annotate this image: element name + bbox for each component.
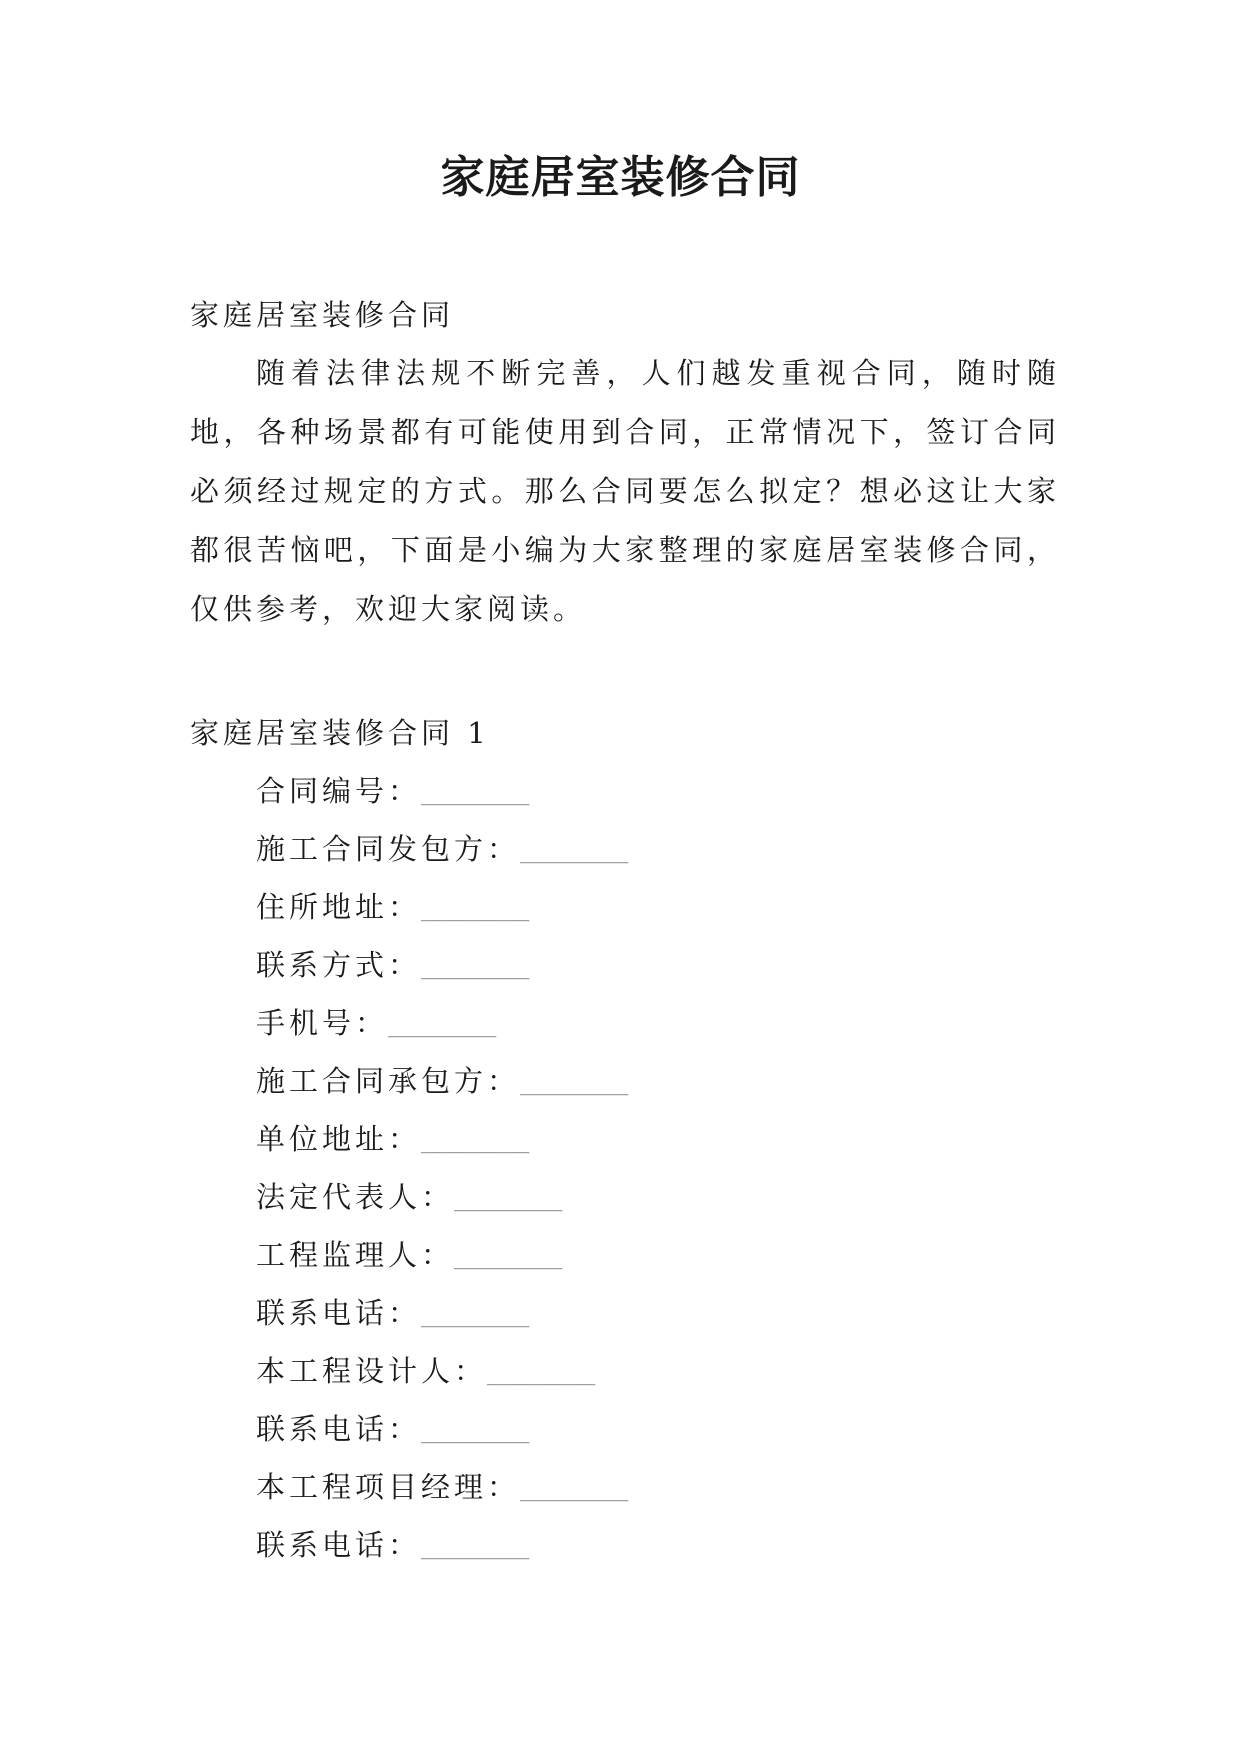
- field-label: 联系电话：: [256, 1412, 422, 1446]
- field-row-residence-address: [256, 878, 1056, 936]
- field-blank: __________: [454, 1249, 563, 1270]
- field-blank: __________: [520, 843, 629, 864]
- field-label: 施工合同承包方：: [256, 1064, 521, 1098]
- field-row-employer: [256, 820, 1056, 878]
- field-blank: __________: [388, 1017, 497, 1038]
- contract-field-list: [256, 762, 1056, 1574]
- field-label: 工程监理人：: [256, 1238, 455, 1272]
- field-blank: __________: [421, 1423, 530, 1444]
- field-blank: __________: [454, 1191, 563, 1212]
- field-blank: __________: [520, 1481, 629, 1502]
- field-blank: __________: [421, 785, 530, 806]
- field-label: 单位地址：: [256, 1122, 422, 1156]
- field-blank: __________: [421, 959, 530, 980]
- field-blank: __________: [421, 1307, 530, 1328]
- field-blank: __________: [421, 1539, 530, 1560]
- field-blank: __________: [421, 1133, 530, 1154]
- field-label: 联系电话：: [256, 1296, 422, 1330]
- field-row-designer-phone: [256, 1400, 1056, 1458]
- field-label: 联系电话：: [256, 1528, 422, 1562]
- field-row-designer: [256, 1342, 1056, 1400]
- field-row-company-address: [256, 1110, 1056, 1168]
- section-title: 家庭居室装修合同 1: [190, 716, 490, 750]
- field-row-mobile: [256, 994, 1056, 1052]
- field-blank: __________: [520, 1075, 629, 1096]
- field-label: 施工合同发包方：: [256, 832, 521, 866]
- field-row-project-manager-phone: [256, 1516, 1056, 1574]
- field-label: 合同编号：: [256, 774, 422, 808]
- field-label: 住所地址：: [256, 890, 422, 924]
- field-row-legal-representative: [256, 1168, 1056, 1226]
- field-label: 手机号：: [256, 1006, 389, 1040]
- field-label: 本工程设计人：: [256, 1354, 488, 1388]
- field-label: 联系方式：: [256, 948, 422, 982]
- field-row-contract-number: [256, 762, 1056, 820]
- field-label: 本工程项目经理：: [256, 1470, 521, 1504]
- field-blank: __________: [487, 1365, 596, 1386]
- field-label: 法定代表人：: [256, 1180, 455, 1214]
- field-row-contractor: [256, 1052, 1056, 1110]
- document-subtitle: 家庭居室装修合同: [190, 298, 455, 332]
- field-row-supervisor-phone: [256, 1284, 1056, 1342]
- field-row-contact-method: [256, 936, 1056, 994]
- field-row-project-manager: [256, 1458, 1056, 1516]
- document-title: 家庭居室装修合同: [440, 152, 801, 203]
- field-blank: __________: [421, 901, 530, 922]
- field-row-supervisor: [256, 1226, 1056, 1284]
- intro-paragraph: 随着法律法规不断完善，人们越发重视合同，随时随地，各种场景都有可能使用到合同，正常情况下，签订合同必须经过规定的方式。那么合同要怎么拟定？想必这让大家都很苦恼吧，下面是小编为大家整理的家庭居室装修合同，仅供参考，欢迎大家阅读。: [190, 356, 1060, 626]
